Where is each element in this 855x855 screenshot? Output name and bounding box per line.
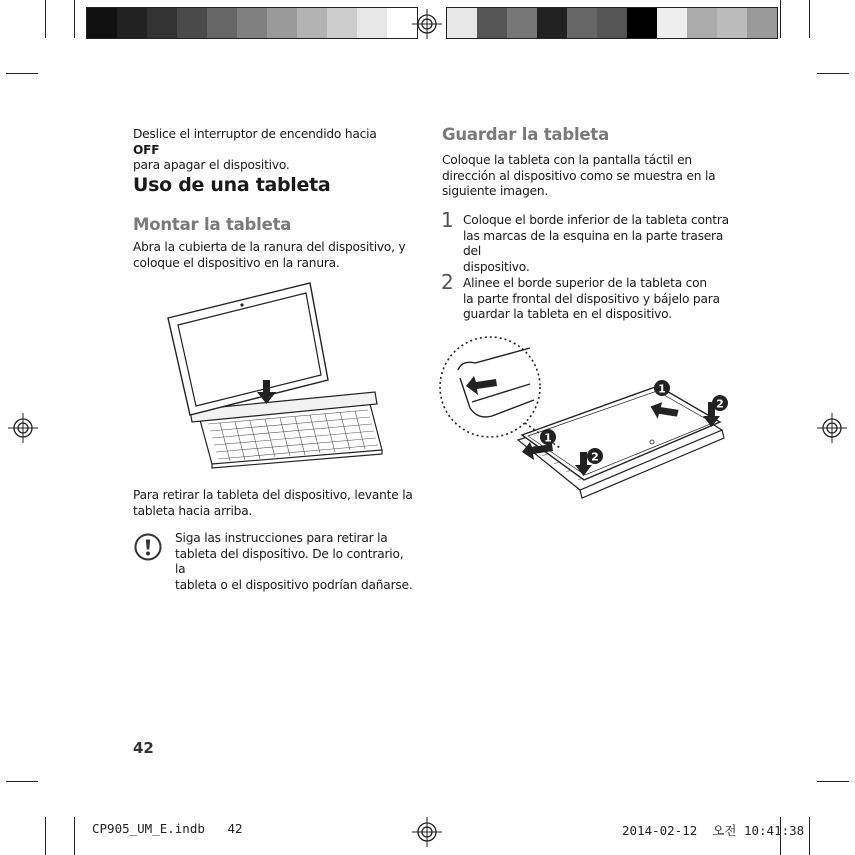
color-swatch — [477, 8, 507, 38]
intro-text — [133, 127, 403, 174]
color-swatch — [177, 8, 207, 38]
store-illustration — [430, 330, 740, 510]
color-bar-right — [446, 7, 778, 39]
section-title: Uso de una tableta — [133, 174, 331, 196]
marker-1: 1 — [658, 382, 666, 396]
mount-title: Montar la tableta — [133, 215, 292, 234]
step-1-text: Coloque el borde inferior de la tableta contra las marcas de la esquina en la parte trasera del dispositivo. — [463, 213, 729, 274]
color-swatch — [567, 8, 597, 38]
color-swatch — [117, 8, 147, 38]
crop-mark — [45, 0, 46, 38]
registration-mark-icon — [817, 413, 847, 443]
marker-1: 1 — [544, 431, 552, 445]
warning-icon — [134, 533, 162, 561]
color-swatch — [357, 8, 387, 38]
step-2-text: Alinee el borde superior de la tableta con la parte frontal del dispositivo y bájelo para guardar la tableta en el dispositivo. — [463, 276, 720, 321]
registration-mark-icon — [8, 413, 38, 443]
color-swatch — [747, 8, 777, 38]
color-swatch — [267, 8, 297, 38]
color-swatch — [537, 8, 567, 38]
warning-text: Siga las instrucciones para retirar la tableta del dispositivo. De lo contrario, la tableta o el dispositivo podrían dañarse. — [175, 531, 413, 592]
color-swatch — [597, 8, 627, 38]
color-swatch — [147, 8, 177, 38]
color-swatch — [447, 8, 477, 38]
step-2-number: 2 — [441, 270, 454, 294]
color-swatch — [507, 8, 537, 38]
crop-mark — [74, 0, 75, 38]
color-swatch — [687, 8, 717, 38]
page-number: 42 — [133, 739, 154, 757]
color-swatch — [237, 8, 267, 38]
color-swatch — [87, 8, 117, 38]
crop-mark — [780, 0, 781, 38]
mount-text: Abra la cubierta de la ranura del dispositivo, y coloque el dispositivo en la ranura. — [133, 240, 406, 270]
footer-file: CP905_UM_E.indb 42 — [92, 821, 243, 836]
color-swatch — [627, 8, 657, 38]
store-title: Guardar la tableta — [442, 125, 610, 144]
color-swatch — [327, 8, 357, 38]
registration-mark-icon — [412, 817, 442, 847]
crop-mark — [45, 817, 46, 855]
color-swatch — [297, 8, 327, 38]
crop-mark — [817, 781, 849, 782]
color-swatch — [657, 8, 687, 38]
intro-text-after: para apagar el dispositivo. — [133, 158, 290, 172]
marker-2: 2 — [591, 450, 599, 464]
crop-mark — [809, 817, 810, 855]
off-label: OFF — [133, 142, 160, 157]
registration-mark-icon — [412, 9, 442, 39]
footer-date: 2014-02-12 오전 10:41:38 — [622, 823, 805, 838]
remove-text: Para retirar la tableta del dispositivo, levante la tableta hacia arriba. — [133, 488, 413, 518]
color-swatch — [717, 8, 747, 38]
mount-illustration — [160, 280, 390, 470]
crop-mark — [6, 73, 38, 74]
crop-mark — [74, 817, 75, 855]
crop-mark — [809, 0, 810, 38]
crop-mark — [817, 73, 849, 74]
step-1-number: 1 — [441, 208, 454, 232]
crop-mark — [6, 781, 38, 782]
store-text: Coloque la tableta con la pantalla táctil en dirección al dispositivo como se muestra en la siguiente imagen. — [442, 153, 716, 198]
color-swatch — [207, 8, 237, 38]
intro-text-before: Deslice el interruptor de encendido hacia — [133, 127, 377, 141]
color-bar-left — [86, 7, 418, 39]
marker-2: 2 — [716, 397, 724, 411]
